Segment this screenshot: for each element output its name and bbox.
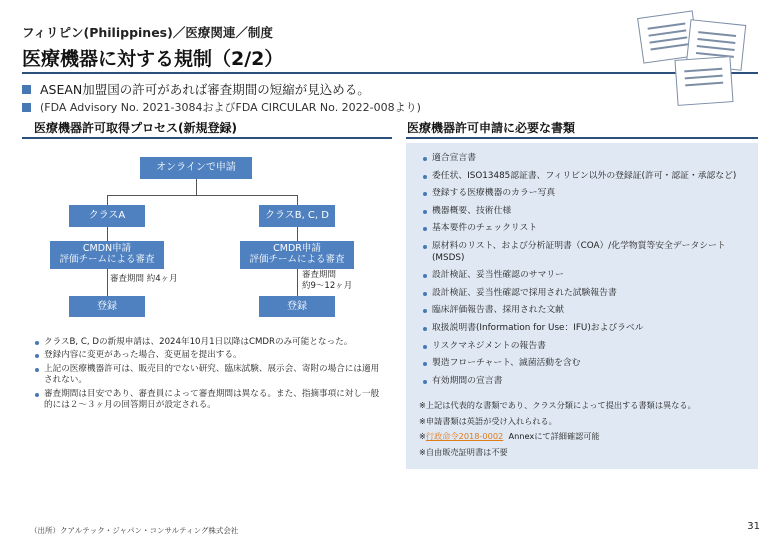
process-notes [44, 337, 384, 414]
flow-connector [107, 195, 298, 196]
list-item: 登録内容に変更があった場合、変更届を提出する。 [44, 350, 384, 361]
note-suffix: Annexにて詳細確認可能 [503, 431, 600, 442]
flow-registration-a: 登録 [69, 296, 145, 317]
note-text: ※上記は代表的な書類であり、クラス分類によって提出する書類は異なる。 [419, 400, 696, 410]
title-rule [22, 72, 758, 74]
list-item: クラスB, C, Dの新規申請は、2024年10月1日以降はCMDRのみ可能となった。 [44, 337, 384, 348]
flow-online-application: オンラインで申請 [140, 157, 252, 179]
flow-connector [107, 227, 108, 241]
flow-connector [107, 269, 108, 296]
square-bullet-icon [22, 85, 31, 94]
documents-heading-rule [406, 137, 758, 139]
documents-notes [419, 400, 754, 463]
flow-connector [297, 195, 298, 205]
flow-connector [107, 195, 108, 205]
flow-class-a: クラスA [69, 205, 145, 227]
flow-registration-bcd: 登録 [259, 296, 335, 317]
list-item: 設計検証、妥当性確認で採用された試験報告書 [432, 288, 757, 300]
list-item: 上記の医療機器許可は、販売目的でない研究、臨床試験、展示会、寄附の場合には適用されない。 [44, 364, 384, 387]
documents-heading: 医療機器許可申請に必要な書類 [407, 121, 576, 135]
summary-text: ASEAN加盟国の許可があれば審査期間の短縮が見込める。 [40, 82, 370, 97]
list-item: 原材料のリスト、および分析証明書（COA）/化学物質等安全データシート(MSDS) [432, 241, 757, 265]
list-item: 取扱説明書(Information for Use：IFU)およびラベル [432, 323, 757, 335]
flow-connector [297, 227, 298, 241]
administrative-order-link[interactable]: 行政命令2018-0002 [425, 431, 504, 442]
list-item: 委任状、ISO13485認証書、フィリピン以外の登録証(許可・認証・承認など) [432, 171, 757, 183]
flow-connector [297, 269, 298, 296]
breadcrumb: フィリピン(Philippines)／医療関連／制度 [22, 25, 273, 40]
summary-bullet [22, 80, 370, 98]
required-documents-list [432, 153, 757, 393]
list-item: 基本要件のチェックリスト [432, 223, 757, 235]
flow-cmdr-review: CMDR申請 評価チームによる審査 [240, 241, 354, 269]
page-title: 医療機器に対する規制（2/2） [22, 48, 284, 70]
list-item: リスクマネジメントの報告書 [432, 341, 757, 353]
list-item: 有効期間の宣言書 [432, 376, 757, 388]
list-item: 登録する医療機器のカラー写真 [432, 188, 757, 200]
list-item: 適合宣言書 [432, 153, 757, 165]
review-period-class-bcd: 審査期間 約9～12ヶ月 [302, 270, 353, 291]
list-item: 設計検証、妥当性確認のサマリー [432, 270, 757, 282]
list-item: 審査期間は目安であり、審査員によって審査期間は異なる。また、指摘事項に対し一般的には２～３ヶ月の回答期日が設定される。 [44, 389, 384, 412]
note-text: ※自由販売証明書は不要 [419, 446, 508, 457]
list-item: 製造フローチャート、滅菌活動を含む [432, 358, 757, 370]
list-item: 臨床評価報告書、採用された文献 [432, 305, 757, 317]
process-heading-rule [22, 137, 392, 139]
process-heading: 医療機器許可取得プロセス(新規登録) [34, 121, 237, 135]
note-text: ※申請書類は英語が受け入れられる。 [419, 415, 557, 426]
source-text: (FDA Advisory No. 2021-3084およびFDA CIRCULAR No. 2022-008より) [40, 101, 421, 114]
flow-connector [196, 179, 197, 195]
flow-class-bcd: クラスB, C, D [259, 205, 335, 227]
list-item: 機器概要、技術仕様 [432, 206, 757, 218]
square-bullet-icon [22, 103, 31, 112]
page-number: 31 [747, 521, 760, 532]
footer-source: （出所）クアルテック・ジャパン・コンサルティング株式会社 [30, 526, 239, 535]
note-with-link [419, 431, 754, 442]
flow-cmdn-review: CMDN申請 評価チームによる審査 [50, 241, 164, 269]
note-prefix: ※ [419, 431, 426, 442]
review-period-class-a: 審査期間 約4ヶ月 [110, 274, 178, 284]
source-bullet [22, 99, 421, 115]
